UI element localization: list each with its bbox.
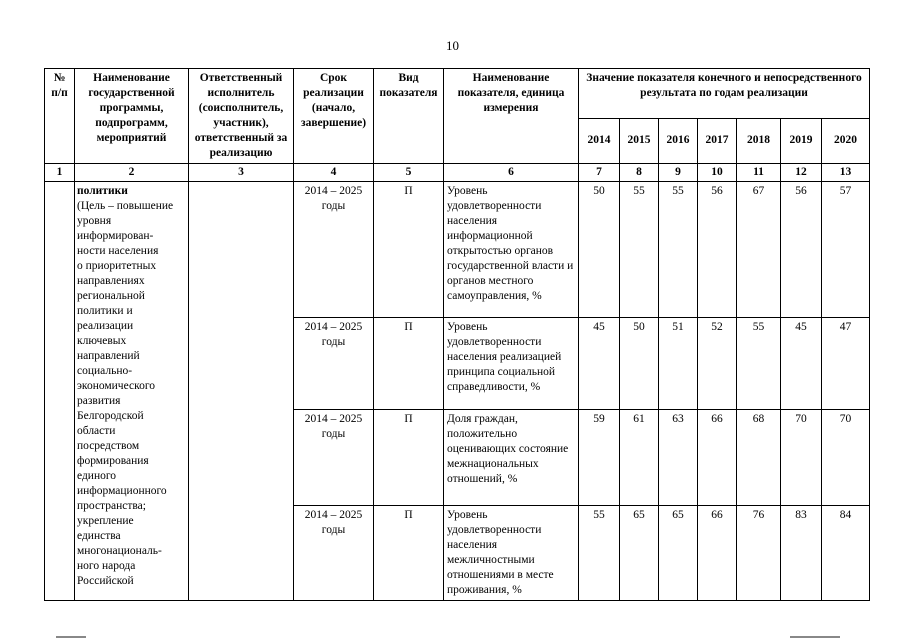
header-year: 2018	[737, 118, 781, 163]
term-cell: 2014 – 2025 годы	[294, 182, 374, 318]
indicator-type-cell: П	[374, 182, 444, 318]
value-cell: 55	[737, 318, 781, 410]
value-cell: 66	[698, 506, 737, 601]
program-text-line: многонациональ-	[77, 545, 162, 557]
value-cell: 55	[659, 182, 698, 318]
value-cell: 66	[698, 410, 737, 506]
column-number: 12	[781, 164, 822, 182]
program-text-line: реализации	[77, 320, 134, 332]
value-cell: 47	[822, 318, 870, 410]
value-cell: 52	[698, 318, 737, 410]
value-cell: 45	[781, 318, 822, 410]
header-program: Наименование государственной программы, подпрограмм, мероприятий	[75, 69, 189, 164]
value-cell: 50	[579, 182, 620, 318]
indicator-type-cell: П	[374, 410, 444, 506]
program-text-line: области	[77, 425, 116, 437]
header-term: Срок реализации (начало, завершение)	[294, 69, 374, 164]
value-cell: 61	[620, 410, 659, 506]
value-cell: 45	[579, 318, 620, 410]
indicators-table	[44, 68, 870, 601]
program-text-line: Российской	[77, 575, 134, 587]
value-cell: 59	[579, 410, 620, 506]
program-text-line: информационного	[77, 485, 167, 497]
responsible-cell	[189, 182, 294, 601]
program-text-line: ности населения	[77, 245, 159, 257]
value-cell: 70	[781, 410, 822, 506]
value-cell: 56	[781, 182, 822, 318]
program-text-line: единства	[77, 530, 121, 542]
value-cell: 50	[620, 318, 659, 410]
indicator-name-cell: Уровень удовлетворенности населения реализацией принципа социальной справедливости, %	[444, 318, 579, 410]
header-year: 2015	[620, 118, 659, 163]
program-text-line: направлениях	[77, 275, 145, 287]
value-cell: 51	[659, 318, 698, 410]
program-text-line: (Цель – повышение	[77, 200, 174, 212]
value-cell: 63	[659, 410, 698, 506]
value-cell: 65	[659, 506, 698, 601]
page-edge-mark	[790, 636, 840, 638]
value-cell: 76	[737, 506, 781, 601]
value-cell: 57	[822, 182, 870, 318]
program-text-line: развития	[77, 395, 121, 407]
column-number: 11	[737, 164, 781, 182]
value-cell: 55	[620, 182, 659, 318]
program-text-line: формирования	[77, 455, 149, 467]
program-text-line: политики и	[77, 305, 133, 317]
header-num: № п/п	[45, 69, 75, 164]
header-year: 2017	[698, 118, 737, 163]
column-number: 4	[294, 164, 374, 182]
program-title-fragment: политики	[77, 185, 128, 197]
value-cell: 70	[822, 410, 870, 506]
program-description	[75, 182, 189, 601]
indicator-type-cell: П	[374, 318, 444, 410]
program-text-line: экономического	[77, 380, 156, 392]
indicator-type-cell: П	[374, 506, 444, 601]
value-cell: 55	[579, 506, 620, 601]
term-cell: 2014 – 2025 годы	[294, 318, 374, 410]
column-number: 9	[659, 164, 698, 182]
column-number: 10	[698, 164, 737, 182]
header-indicator-name: Наименование показателя, единица измерения	[444, 69, 579, 164]
page-edge-mark	[56, 636, 86, 638]
program-text-line: информирован-	[77, 230, 154, 242]
value-cell: 83	[781, 506, 822, 601]
program-text-line: посредством	[77, 440, 140, 452]
program-text-line: ного народа	[77, 560, 136, 572]
value-cell: 56	[698, 182, 737, 318]
column-number: 1	[45, 164, 75, 182]
header-year: 2019	[781, 118, 822, 163]
indicator-name-cell: Уровень удовлетворенности населения межличностными отношениями в месте проживания, %	[444, 506, 579, 601]
indicator-name-cell: Доля граждан, положительно оценивающих состояние межнациональных отношений, %	[444, 410, 579, 506]
column-number: 13	[822, 164, 870, 182]
header-responsible: Ответственный исполнитель (соисполнитель, участник), ответственный за реализацию	[189, 69, 294, 164]
header-year: 2014	[579, 118, 620, 163]
program-text-line: социально-	[77, 365, 133, 377]
column-number: 5	[374, 164, 444, 182]
column-number: 3	[189, 164, 294, 182]
program-text-line: о приоритетных	[77, 260, 157, 272]
header-year: 2016	[659, 118, 698, 163]
value-cell: 84	[822, 506, 870, 601]
program-text-line: единого	[77, 470, 117, 482]
value-cell: 65	[620, 506, 659, 601]
program-text-line: направлений	[77, 350, 140, 362]
term-cell: 2014 – 2025 годы	[294, 410, 374, 506]
program-text-line: уровня	[77, 215, 112, 227]
column-number: 2	[75, 164, 189, 182]
row-number-cell	[45, 182, 75, 601]
program-text-line: региональной	[77, 290, 145, 302]
indicator-name-cell: Уровень удовлетворенности населения информационной открытостью органов государственной власти и органов местного самоуправления, %	[444, 182, 579, 318]
column-number: 6	[444, 164, 579, 182]
header-values-group: Значение показателя конечного и непосредственного результата по годам реализации	[579, 69, 870, 119]
header-indicator-type: Вид показателя	[374, 69, 444, 164]
value-cell: 68	[737, 410, 781, 506]
column-number: 7	[579, 164, 620, 182]
program-text-line: пространства;	[77, 500, 146, 512]
program-text-line: Белгородской	[77, 410, 144, 422]
term-cell: 2014 – 2025 годы	[294, 506, 374, 601]
value-cell: 67	[737, 182, 781, 318]
program-text-line: укрепление	[77, 515, 134, 527]
program-text-line: ключевых	[77, 335, 127, 347]
column-number: 8	[620, 164, 659, 182]
page-number: 10	[446, 38, 459, 53]
table-row	[45, 182, 870, 318]
header-year: 2020	[822, 118, 870, 163]
